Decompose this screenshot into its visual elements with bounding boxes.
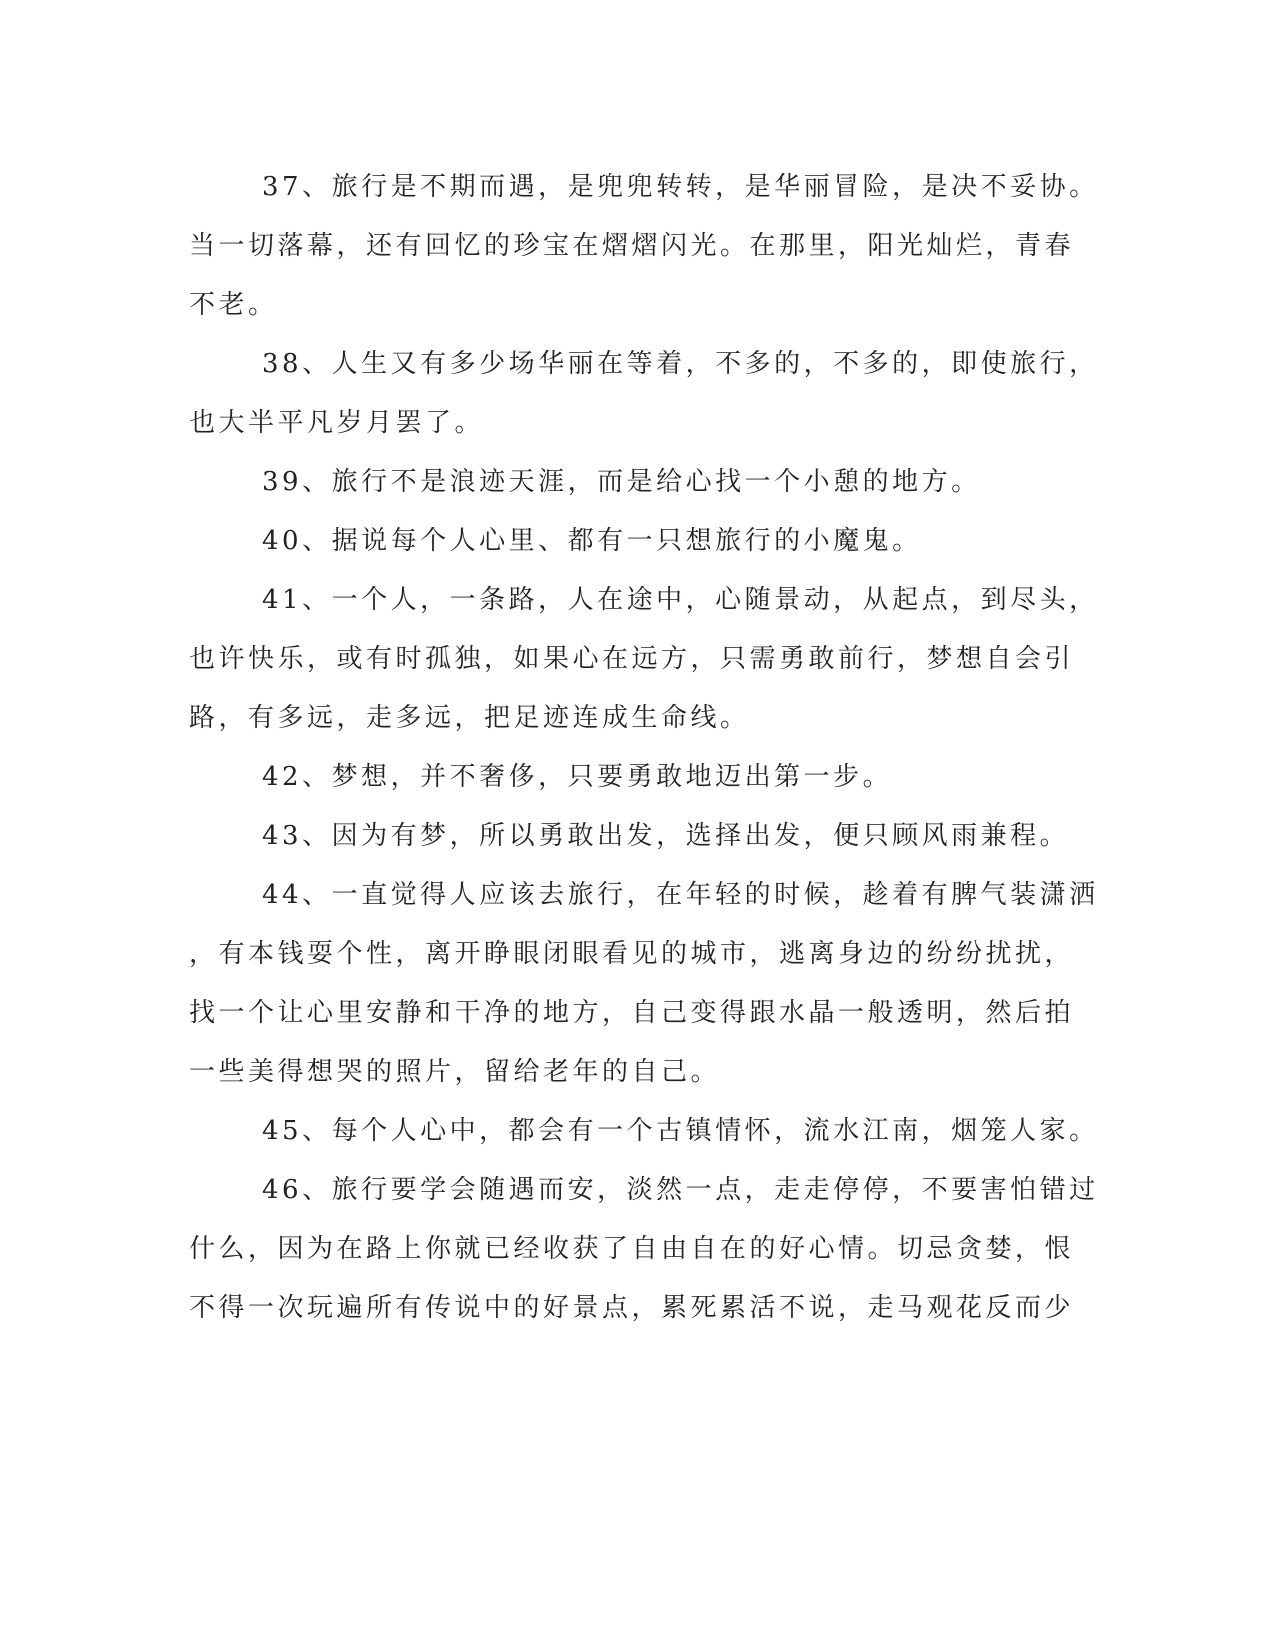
- paragraph-line: 什么，因为在路上你就已经收获了自由自在的好心情。切忌贪婪，恨: [189, 1234, 1075, 1264]
- paragraph-38: [189, 335, 1099, 453]
- paragraph-line: 也大半平凡岁月罢了。: [189, 408, 485, 438]
- paragraph-line: 当一切落幕，还有回忆的珍宝在熠熠闪光。在那里，阳光灿烂，青春: [189, 231, 1075, 261]
- paragraph-line: 44、一直觉得人应该去旅行，在年轻的时候，趁着有脾气装潇洒: [262, 880, 1099, 910]
- paragraph-41: [189, 571, 1099, 748]
- paragraph-44: [189, 866, 1099, 1102]
- paragraph-46: [189, 1161, 1099, 1338]
- paragraph-39: [189, 453, 1077, 512]
- paragraph-line: 41、一个人，一条路，人在途中，心随景动，从起点，到尽头，: [262, 585, 1099, 615]
- paragraph-40: [189, 512, 1077, 571]
- document-body: [189, 158, 1099, 1338]
- paragraph-line: ，有本钱耍个性，离开睁眼闭眼看见的城市，逃离身边的纷纷扰扰，: [189, 939, 1075, 969]
- paragraph-line: 也许快乐，或有时孤独，如果心在远方，只需勇敢前行，梦想自会引: [189, 644, 1075, 674]
- paragraph-37: [189, 158, 1099, 335]
- paragraph-line: 42、梦想，并不奢侈，只要勇敢地迈出第一步。: [262, 762, 893, 792]
- paragraph-line: 40、据说每个人心里、都有一只想旅行的小魔鬼。: [262, 526, 922, 556]
- paragraph-line: 38、人生又有多少场华丽在等着，不多的，不多的，即使旅行，: [262, 349, 1099, 379]
- paragraph-line: 路，有多远，走多远，把足迹连成生命线。: [189, 703, 750, 733]
- paragraph-line: 46、旅行要学会随遇而安，淡然一点，走走停停，不要害怕错过: [262, 1175, 1099, 1205]
- paragraph-45: [189, 1102, 1099, 1161]
- paragraph-line: 一些美得想哭的照片，留给老年的自己。: [189, 1057, 721, 1087]
- paragraph-line: 37、旅行是不期而遇，是兜兜转转，是华丽冒险，是决不妥协。: [262, 172, 1099, 202]
- paragraph-line: 39、旅行不是浪迹天涯，而是给心找一个小憩的地方。: [262, 467, 981, 497]
- paragraph-line: 不得一次玩遍所有传说中的好景点，累死累活不说，走马观花反而少: [189, 1293, 1075, 1323]
- paragraph-43: [189, 807, 1077, 866]
- paragraph-42: [189, 748, 1077, 807]
- paragraph-line: 找一个让心里安静和干净的地方，自己变得跟水晶一般透明，然后拍: [189, 998, 1075, 1028]
- paragraph-line: 45、每个人心中，都会有一个古镇情怀，流水江南，烟笼人家。: [262, 1116, 1099, 1146]
- paragraph-line: 不老。: [189, 290, 278, 320]
- paragraph-line: 43、因为有梦，所以勇敢出发，选择出发，便只顾风雨兼程。: [262, 821, 1070, 851]
